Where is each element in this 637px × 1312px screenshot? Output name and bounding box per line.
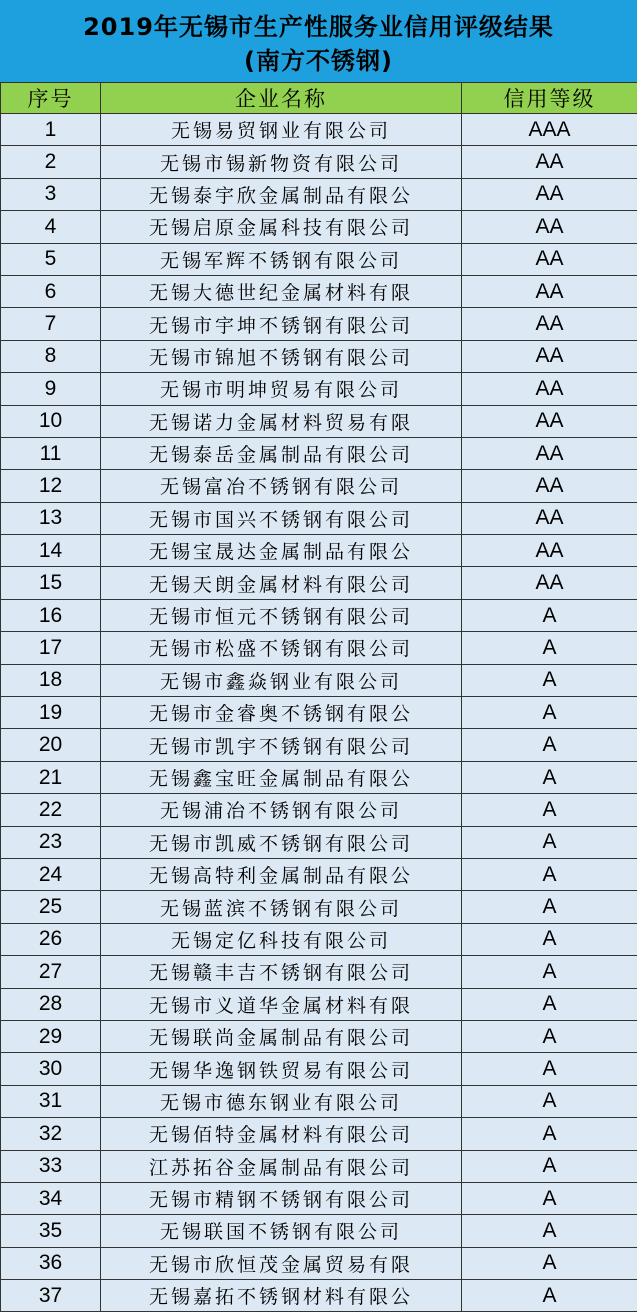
table-row xyxy=(1,1280,637,1312)
row-number-cell: 15 xyxy=(1,567,101,599)
company-name-cell: 无锡市德东钢业有限公司 xyxy=(101,1085,462,1117)
table-row xyxy=(1,405,637,437)
table-row xyxy=(1,761,637,793)
credit-grade-cell: A xyxy=(462,1118,637,1150)
row-number-cell: 2 xyxy=(1,146,101,178)
credit-grade-cell: A xyxy=(462,826,637,858)
company-name-cell: 无锡华逸钢铁贸易有限公司 xyxy=(101,1053,462,1085)
table-body xyxy=(1,114,637,1312)
row-number-cell: 5 xyxy=(1,243,101,275)
credit-grade-cell: AA xyxy=(462,340,637,372)
table-row xyxy=(1,826,637,858)
company-name-cell: 无锡市宇坤不锈钢有限公司 xyxy=(101,308,462,340)
company-name-cell: 无锡市金睿奥不锈钢有限公 xyxy=(101,697,462,729)
company-name-cell: 无锡市松盛不锈钢有限公司 xyxy=(101,632,462,664)
credit-grade-cell: AA xyxy=(462,373,637,405)
company-name-cell: 无锡联尚金属制品有限公司 xyxy=(101,1020,462,1052)
credit-grade-cell: AA xyxy=(462,146,637,178)
company-name-cell: 无锡市锡新物资有限公司 xyxy=(101,146,462,178)
table-row xyxy=(1,470,637,502)
company-name-cell: 无锡市凯宇不锈钢有限公司 xyxy=(101,729,462,761)
table-header-row xyxy=(1,83,637,114)
row-number-cell: 19 xyxy=(1,697,101,729)
table-row xyxy=(1,891,637,923)
table-row xyxy=(1,146,637,178)
company-name-cell: 无锡易贸钢业有限公司 xyxy=(101,114,462,146)
company-name-cell: 无锡定亿科技有限公司 xyxy=(101,923,462,955)
table-row xyxy=(1,1150,637,1182)
credit-grade-cell: AA xyxy=(462,535,637,567)
company-name-cell: 无锡富冶不锈钢有限公司 xyxy=(101,470,462,502)
credit-grade-cell: A xyxy=(462,794,637,826)
company-name-cell: 无锡市锦旭不锈钢有限公司 xyxy=(101,340,462,372)
credit-grade-cell: AA xyxy=(462,275,637,307)
company-name-cell: 无锡市欣恒茂金属贸易有限 xyxy=(101,1247,462,1279)
row-number-cell: 4 xyxy=(1,211,101,243)
table-row xyxy=(1,1182,637,1214)
row-number-cell: 36 xyxy=(1,1247,101,1279)
page-title: 2019年无锡市生产性服务业信用评级结果 xyxy=(0,10,637,44)
table-row xyxy=(1,858,637,890)
credit-grade-cell: A xyxy=(462,729,637,761)
credit-grade-cell: A xyxy=(462,1247,637,1279)
table-row xyxy=(1,308,637,340)
company-name-cell: 无锡联国不锈钢有限公司 xyxy=(101,1215,462,1247)
company-name-cell: 无锡赣丰吉不锈钢有限公司 xyxy=(101,956,462,988)
credit-grade-cell: AA xyxy=(462,470,637,502)
credit-grade-cell: AA xyxy=(462,308,637,340)
table-row xyxy=(1,502,637,534)
row-number-cell: 12 xyxy=(1,470,101,502)
company-name-cell: 无锡佰特金属材料有限公司 xyxy=(101,1118,462,1150)
row-number-cell: 8 xyxy=(1,340,101,372)
table-row xyxy=(1,729,637,761)
row-number-cell: 31 xyxy=(1,1085,101,1117)
table-row xyxy=(1,437,637,469)
table-row xyxy=(1,956,637,988)
company-name-cell: 无锡泰岳金属制品有限公司 xyxy=(101,437,462,469)
company-name-cell: 无锡天朗金属材料有限公司 xyxy=(101,567,462,599)
row-number-cell: 37 xyxy=(1,1280,101,1312)
company-name-cell: 无锡泰宇欣金属制品有限公 xyxy=(101,178,462,210)
row-number-cell: 21 xyxy=(1,761,101,793)
credit-grade-cell: AA xyxy=(462,405,637,437)
row-number-cell: 3 xyxy=(1,178,101,210)
credit-grade-cell: A xyxy=(462,632,637,664)
column-header-company-name: 企业名称 xyxy=(101,83,462,114)
credit-grade-cell: AA xyxy=(462,211,637,243)
company-name-cell: 无锡市义道华金属材料有限 xyxy=(101,988,462,1020)
row-number-cell: 33 xyxy=(1,1150,101,1182)
row-number-cell: 34 xyxy=(1,1182,101,1214)
row-number-cell: 13 xyxy=(1,502,101,534)
table-row xyxy=(1,1053,637,1085)
row-number-cell: 25 xyxy=(1,891,101,923)
table-row xyxy=(1,1020,637,1052)
company-name-cell: 无锡市鑫焱钢业有限公司 xyxy=(101,664,462,696)
company-name-cell: 无锡军辉不锈钢有限公司 xyxy=(101,243,462,275)
row-number-cell: 11 xyxy=(1,437,101,469)
row-number-cell: 35 xyxy=(1,1215,101,1247)
row-number-cell: 14 xyxy=(1,535,101,567)
credit-grade-cell: AA xyxy=(462,178,637,210)
company-name-cell: 无锡嘉拓不锈钢材料有限公 xyxy=(101,1280,462,1312)
row-number-cell: 30 xyxy=(1,1053,101,1085)
row-number-cell: 28 xyxy=(1,988,101,1020)
title-banner xyxy=(0,0,637,82)
company-name-cell: 无锡宝晟达金属制品有限公 xyxy=(101,535,462,567)
credit-grade-cell: A xyxy=(462,1280,637,1312)
company-name-cell: 无锡鑫宝旺金属制品有限公 xyxy=(101,761,462,793)
company-name-cell: 无锡市精钢不锈钢有限公司 xyxy=(101,1182,462,1214)
table-row xyxy=(1,599,637,631)
credit-grade-cell: A xyxy=(462,858,637,890)
table-row xyxy=(1,1247,637,1279)
row-number-cell: 27 xyxy=(1,956,101,988)
rating-table xyxy=(0,82,637,1312)
table-row xyxy=(1,243,637,275)
credit-grade-cell: A xyxy=(462,1182,637,1214)
table-row xyxy=(1,535,637,567)
row-number-cell: 20 xyxy=(1,729,101,761)
row-number-cell: 10 xyxy=(1,405,101,437)
row-number-cell: 32 xyxy=(1,1118,101,1150)
company-name-cell: 无锡诺力金属材料贸易有限 xyxy=(101,405,462,437)
credit-grade-cell: A xyxy=(462,1150,637,1182)
credit-grade-cell: A xyxy=(462,697,637,729)
row-number-cell: 16 xyxy=(1,599,101,631)
row-number-cell: 9 xyxy=(1,373,101,405)
credit-grade-cell: A xyxy=(462,988,637,1020)
table-row xyxy=(1,373,637,405)
credit-grade-cell: AA xyxy=(462,437,637,469)
company-name-cell: 无锡市恒元不锈钢有限公司 xyxy=(101,599,462,631)
credit-grade-cell: AA xyxy=(462,243,637,275)
company-name-cell: 无锡蓝滨不锈钢有限公司 xyxy=(101,891,462,923)
table-row xyxy=(1,697,637,729)
credit-grade-cell: A xyxy=(462,664,637,696)
row-number-cell: 6 xyxy=(1,275,101,307)
column-header-number: 序号 xyxy=(1,83,101,114)
table-row xyxy=(1,664,637,696)
credit-grade-cell: A xyxy=(462,1053,637,1085)
row-number-cell: 29 xyxy=(1,1020,101,1052)
credit-grade-cell: A xyxy=(462,923,637,955)
table-row xyxy=(1,923,637,955)
table-row xyxy=(1,1215,637,1247)
credit-grade-cell: A xyxy=(462,1085,637,1117)
company-name-cell: 无锡启原金属科技有限公司 xyxy=(101,211,462,243)
table-row xyxy=(1,567,637,599)
company-name-cell: 无锡市明坤贸易有限公司 xyxy=(101,373,462,405)
table-row xyxy=(1,275,637,307)
credit-grade-cell: AA xyxy=(462,502,637,534)
credit-grade-cell: AAA xyxy=(462,114,637,146)
table-row xyxy=(1,211,637,243)
company-name-cell: 江苏拓谷金属制品有限公司 xyxy=(101,1150,462,1182)
credit-grade-cell: A xyxy=(462,1215,637,1247)
table-row xyxy=(1,988,637,1020)
row-number-cell: 26 xyxy=(1,923,101,955)
table-row xyxy=(1,1085,637,1117)
company-name-cell: 无锡浦冶不锈钢有限公司 xyxy=(101,794,462,826)
row-number-cell: 18 xyxy=(1,664,101,696)
page-subtitle: (南方不锈钢) xyxy=(0,44,637,78)
table-row xyxy=(1,114,637,146)
company-name-cell: 无锡大德世纪金属材料有限 xyxy=(101,275,462,307)
column-header-credit-grade: 信用等级 xyxy=(462,83,637,114)
row-number-cell: 7 xyxy=(1,308,101,340)
company-name-cell: 无锡市国兴不锈钢有限公司 xyxy=(101,502,462,534)
row-number-cell: 1 xyxy=(1,114,101,146)
credit-grade-cell: A xyxy=(462,1020,637,1052)
row-number-cell: 23 xyxy=(1,826,101,858)
credit-grade-cell: A xyxy=(462,956,637,988)
row-number-cell: 22 xyxy=(1,794,101,826)
company-name-cell: 无锡高特利金属制品有限公 xyxy=(101,858,462,890)
table-row xyxy=(1,1118,637,1150)
table-row xyxy=(1,178,637,210)
row-number-cell: 17 xyxy=(1,632,101,664)
credit-grade-cell: A xyxy=(462,599,637,631)
credit-grade-cell: A xyxy=(462,891,637,923)
row-number-cell: 24 xyxy=(1,858,101,890)
table-row xyxy=(1,340,637,372)
credit-grade-cell: AA xyxy=(462,567,637,599)
table-row xyxy=(1,632,637,664)
credit-grade-cell: A xyxy=(462,761,637,793)
table-row xyxy=(1,794,637,826)
company-name-cell: 无锡市凯威不锈钢有限公司 xyxy=(101,826,462,858)
